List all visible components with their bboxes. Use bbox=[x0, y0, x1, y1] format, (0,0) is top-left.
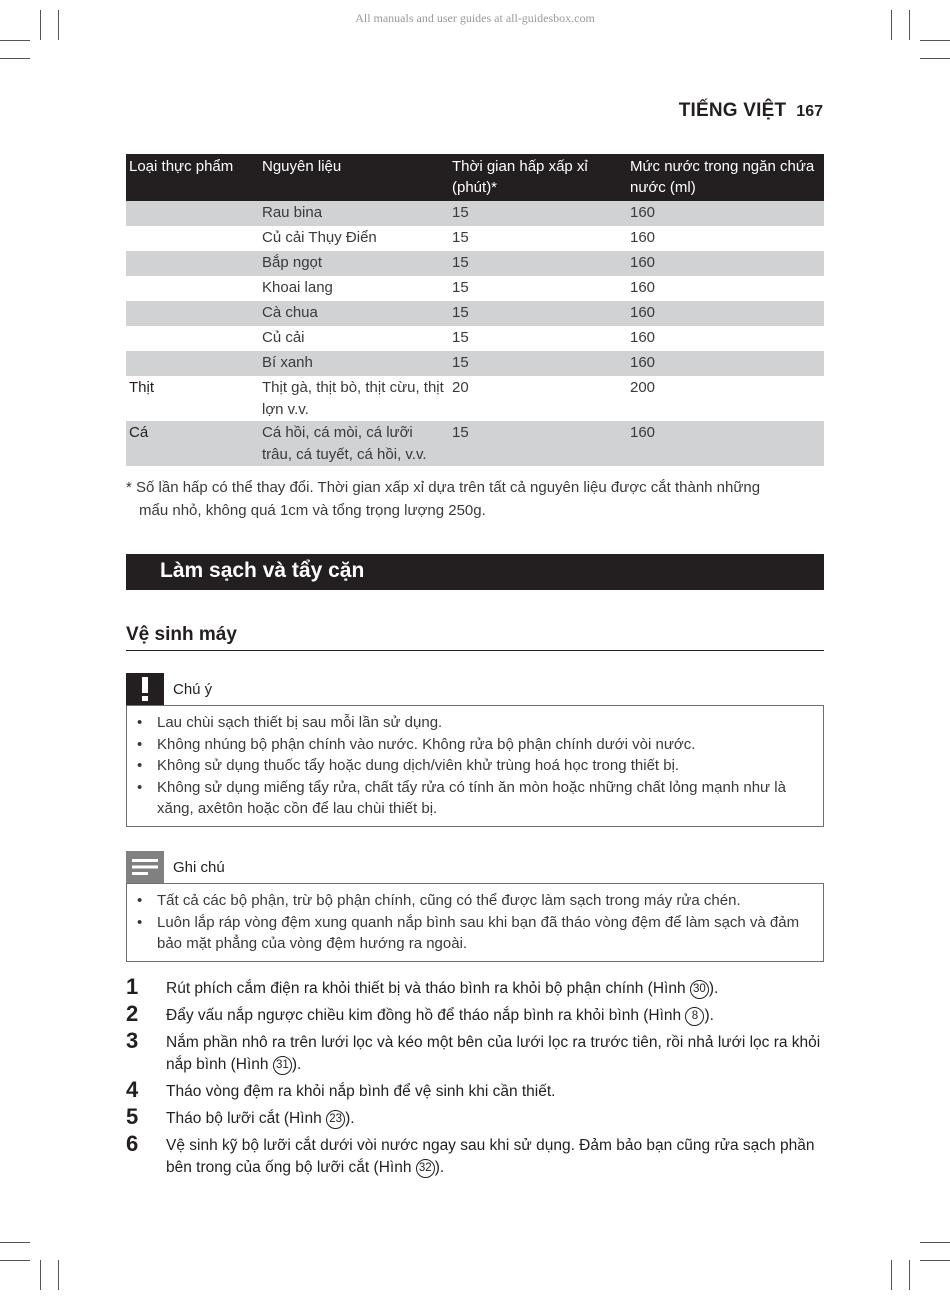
table-cell: Bắp ngọt bbox=[259, 251, 449, 276]
table-cell: Củ cải Thụy Điển bbox=[262, 229, 377, 246]
table-cell: 160 bbox=[627, 351, 824, 376]
subsection-title: Vệ sinh máy bbox=[126, 624, 824, 651]
table-cell: 160 bbox=[627, 201, 824, 226]
step-text: Nắm phần nhô ra trên lưới lọc và kéo một bên của lưới lọc ra trước tiên, rồi nhả lưới lọc ra khỏi nắp bình (Hình bbox=[166, 1034, 821, 1073]
table-row bbox=[126, 276, 824, 301]
list-item: • Không sử dụng miếng tẩy rửa, chất tẩy rửa có tính ăn mòn hoặc những chất lỏng mạnh như là xăng, axêtôn hoặc cồn để lau chùi thiết bị. bbox=[135, 777, 813, 820]
crop-mark bbox=[891, 1260, 892, 1290]
table-cell: 15 bbox=[449, 201, 627, 226]
list-item: • Không nhúng bộ phận chính vào nước. Không rửa bộ phận chính dưới vòi nước. bbox=[135, 734, 813, 756]
cleaning-steps bbox=[126, 974, 824, 1184]
step-number: 5 bbox=[126, 1104, 139, 1129]
note-label: Ghi chú bbox=[173, 858, 225, 876]
step-number: 3 bbox=[126, 1028, 139, 1053]
crop-mark bbox=[920, 40, 950, 41]
note-box bbox=[126, 851, 824, 962]
caution-content bbox=[126, 705, 824, 827]
crop-mark bbox=[920, 1242, 950, 1243]
figure-reference: 30 bbox=[690, 980, 709, 999]
crop-mark bbox=[40, 1260, 41, 1290]
caution-box bbox=[126, 673, 824, 827]
table-cell bbox=[126, 301, 259, 326]
footnote-line: * Số lần hấp có thể thay đổi. Thời gian xấp xỉ dựa trên tất cả nguyên liệu được cắt thành những bbox=[126, 479, 761, 496]
table-cell: 160 bbox=[630, 279, 656, 296]
table-cell: Thịt gà, thịt bò, thịt cừu, thịt lợn v.v. bbox=[262, 379, 444, 418]
step-item bbox=[126, 974, 824, 1000]
step-text: Đẩy vấu nắp ngược chiều kim đồng hồ để tháo nắp bình ra khỏi bình (Hình bbox=[166, 1007, 686, 1024]
step-item bbox=[126, 1104, 824, 1130]
watermark: All manuals and user guides at all-guidesbox.com bbox=[355, 11, 595, 25]
table-row bbox=[126, 351, 824, 376]
table-row bbox=[126, 376, 824, 421]
table-cell: 15 bbox=[449, 251, 627, 276]
table-cell: 15 bbox=[449, 301, 627, 326]
table-cell: 160 bbox=[627, 251, 824, 276]
step-text: Tháo vòng đệm ra khỏi nắp bình để vệ sinh khi cần thiết. bbox=[166, 1083, 556, 1100]
step-item bbox=[126, 1028, 824, 1076]
table-cell bbox=[126, 326, 259, 351]
page-number: 167 bbox=[796, 103, 823, 120]
step-text-end: ). bbox=[345, 1110, 355, 1127]
crop-mark bbox=[920, 58, 950, 59]
figure-reference: 8 bbox=[685, 1007, 704, 1026]
exclamation-icon bbox=[126, 673, 164, 705]
note-content bbox=[126, 883, 824, 962]
table-cell: Bí xanh bbox=[259, 351, 449, 376]
table-cell: Củ cải bbox=[262, 329, 305, 346]
list-item: • Không sử dụng thuốc tẩy hoặc dung dịch/viên khử trùng hoá học trong thiết bị. bbox=[135, 755, 813, 777]
table-header-row bbox=[126, 154, 824, 201]
steaming-table bbox=[126, 154, 824, 466]
table-cell: Rau bina bbox=[259, 201, 449, 226]
table-cell: 160 bbox=[627, 421, 824, 466]
caution-label: Chú ý bbox=[173, 680, 213, 698]
table-row bbox=[126, 326, 824, 351]
page-header bbox=[679, 100, 823, 122]
table-cell: 15 bbox=[449, 351, 627, 376]
crop-mark bbox=[40, 10, 41, 40]
table-cell: 200 bbox=[630, 379, 656, 396]
list-item: • Tất cả các bộ phận, trừ bộ phận chính, cũng có thể được làm sạch trong máy rửa chén. bbox=[135, 890, 813, 912]
step-number: 6 bbox=[126, 1131, 139, 1156]
note-tag bbox=[126, 851, 824, 883]
crop-mark bbox=[0, 58, 30, 59]
table-row bbox=[126, 226, 824, 251]
crop-mark bbox=[0, 1242, 30, 1243]
step-number: 4 bbox=[126, 1077, 139, 1102]
list-item: • Luôn lắp ráp vòng đệm xung quanh nắp bình sau khi bạn đã tháo vòng đệm để làm sạch và đảm bảo mặt phẳng của vòng đệm hướng ra ngoài. bbox=[135, 912, 813, 955]
step-item bbox=[126, 1077, 824, 1103]
table-cell bbox=[126, 276, 259, 301]
table-cell bbox=[126, 351, 259, 376]
note-lines-icon bbox=[126, 851, 164, 883]
table-cell: Cá hồi, cá mòi, cá lưỡi trâu, cá tuyết, cá hồi, v.v. bbox=[259, 421, 449, 466]
step-number: 2 bbox=[126, 1001, 139, 1026]
table-cell: 15 bbox=[452, 329, 469, 346]
table-cell: 20 bbox=[452, 379, 469, 396]
table-cell: Cà chua bbox=[259, 301, 449, 326]
step-number: 1 bbox=[126, 974, 139, 999]
table-cell bbox=[126, 226, 259, 251]
table-cell: 160 bbox=[630, 329, 656, 346]
table-footnote bbox=[126, 476, 816, 522]
footnote-line: mẩu nhỏ, không quá 1cm và tổng trọng lượng 250g. bbox=[139, 502, 486, 519]
header-food-type: Loại thực phẩm bbox=[126, 154, 259, 201]
table-row bbox=[126, 301, 824, 326]
crop-mark bbox=[58, 10, 59, 40]
table-cell: 160 bbox=[627, 301, 824, 326]
section-title: Làm sạch và tẩy cặn bbox=[160, 559, 365, 582]
crop-mark bbox=[909, 10, 910, 40]
header-ingredient: Nguyên liệu bbox=[259, 154, 449, 201]
crop-mark bbox=[920, 1260, 950, 1261]
table-cell: 160 bbox=[630, 229, 656, 246]
step-text: Rút phích cắm điện ra khỏi thiết bị và tháo bình ra khỏi bộ phận chính (Hình bbox=[166, 980, 690, 997]
step-text-end: ). bbox=[291, 1056, 302, 1073]
table-row bbox=[126, 201, 824, 226]
header-water-level: Mức nước trong ngăn chứa nước (ml) bbox=[627, 154, 824, 201]
table-row bbox=[126, 421, 824, 466]
step-text-end: ). bbox=[704, 1007, 714, 1024]
table-cell: 15 bbox=[452, 229, 469, 246]
section-heading bbox=[126, 554, 824, 590]
list-item: • Lau chùi sạch thiết bị sau mỗi lần sử dụng. bbox=[135, 712, 813, 734]
step-text-end: ). bbox=[434, 1159, 445, 1176]
crop-mark bbox=[58, 1260, 59, 1290]
language-label: TIẾNG VIỆT bbox=[678, 100, 787, 121]
figure-reference: 32 bbox=[416, 1159, 435, 1178]
crop-mark bbox=[0, 1260, 30, 1261]
figure-reference: 23 bbox=[326, 1110, 345, 1129]
table-cell: Cá bbox=[126, 421, 259, 466]
table-cell bbox=[126, 251, 259, 276]
table-cell: 15 bbox=[449, 421, 627, 466]
crop-mark bbox=[0, 40, 30, 41]
step-item bbox=[126, 1001, 824, 1027]
header-steam-time: Thời gian hấp xấp xỉ (phút)* bbox=[449, 154, 627, 201]
table-cell: Thịt bbox=[129, 379, 155, 396]
step-text-end: ). bbox=[708, 980, 719, 997]
table-cell: Khoai lang bbox=[262, 279, 333, 296]
crop-mark bbox=[909, 1260, 910, 1290]
table-row bbox=[126, 251, 824, 276]
step-item bbox=[126, 1131, 824, 1179]
table-cell bbox=[126, 201, 259, 226]
step-text: Tháo bộ lưỡi cắt (Hình bbox=[166, 1110, 327, 1127]
step-text: Vệ sinh kỹ bộ lưỡi cắt dưới vòi nước ngay sau khi sử dụng. Đảm bảo bạn cũng rửa sạch phần bên trong của ống bộ lưỡi cắt (Hình bbox=[166, 1137, 815, 1176]
table-cell: 15 bbox=[452, 279, 469, 296]
caution-tag bbox=[126, 673, 824, 705]
figure-reference: 31 bbox=[273, 1056, 292, 1075]
crop-mark bbox=[891, 10, 892, 40]
